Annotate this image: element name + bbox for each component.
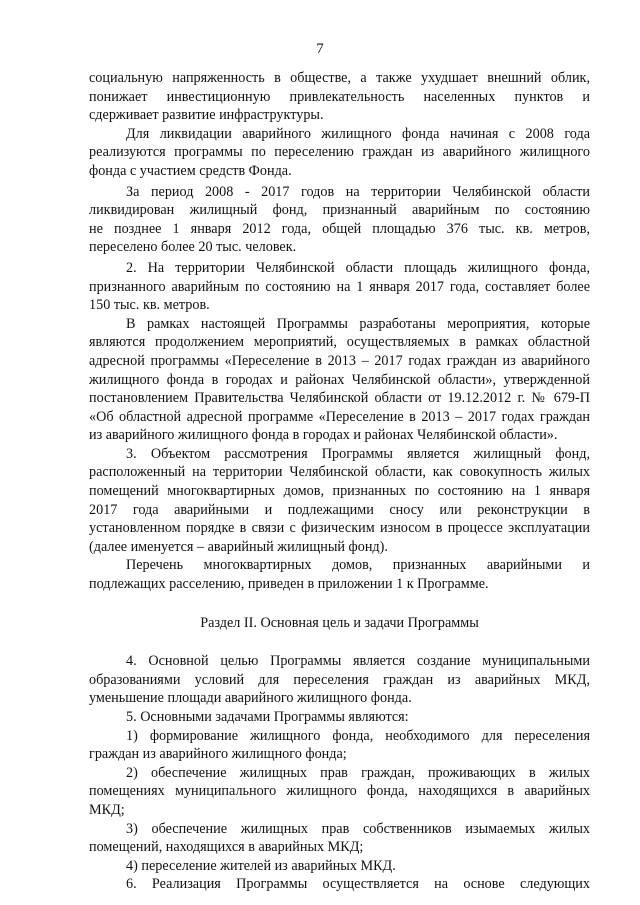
text-line: 2017 года аварийными и подлежащими сносу или реконструкции в xyxy=(89,501,590,518)
text-line: Для ликвидации аварийного жилищного фонда начиная с 2008 года xyxy=(126,125,590,142)
list-item: 2) обеспечение жилищных прав граждан, проживающих в жилых xyxy=(126,764,590,781)
document-body xyxy=(89,69,590,894)
list-item: 1) формирование жилищного фонда, необходимого для переселения xyxy=(126,727,590,744)
text-line: фонда с участием средств Фонда. xyxy=(89,162,292,179)
text-line: установленном порядке в связи с физическим износом в процессе эксплуатации xyxy=(89,520,590,537)
text-line: граждан из аварийного жилищного фонда; xyxy=(89,746,347,763)
text-line: В рамках настоящей Программы разработаны мероприятия, которые xyxy=(126,315,590,332)
text-line: помещений многоквартирных домов, признанных по состоянию на 1 января xyxy=(89,483,590,500)
text-line: 150 тыс. кв. метров. xyxy=(89,297,210,314)
text-line: ликвидирован жилищный фонд, признанный аварийным по состоянию xyxy=(89,202,590,219)
text-line: 2. На территории Челябинской области площадь жилищного фонда, xyxy=(126,259,590,276)
text-line: понижает инвестиционную привлекательность населенных пунктов и xyxy=(89,88,590,105)
text-line: не позднее 1 января 2012 года, общей площадью 376 тыс. кв. метров, xyxy=(89,220,590,237)
text-line: уменьшение площади аварийного жилищного фонда. xyxy=(89,690,412,707)
section-heading: Раздел II. Основная цель и задачи Программы xyxy=(200,614,479,631)
text-line: помещениях муниципального жилищного фонда, находящихся в аварийных xyxy=(89,783,590,800)
list-item: 4) переселение жителей из аварийных МКД. xyxy=(126,857,396,874)
text-line: сдерживает развитие инфраструктуры. xyxy=(89,107,324,124)
text-line: образованиями условий для переселения граждан из аварийных МКД, xyxy=(89,671,590,688)
text-line: помещений, находящихся в аварийных МКД; xyxy=(89,839,364,856)
text-line: реализуются программы по переселению граждан из аварийного жилищного xyxy=(89,144,590,161)
text-line: адресной программы «Переселение в 2013 – 2017 годах граждан из аварийного xyxy=(89,352,590,369)
text-line: являются продолжением мероприятий, осуществляемых в рамках областной xyxy=(89,334,590,351)
text-line: жилищного фонда в городах и районах Челябинской области», утвержденной xyxy=(89,371,590,388)
list-item: 3) обеспечение жилищных прав собственников изымаемых жилых xyxy=(126,820,590,837)
text-line: 5. Основными задачами Программы являются: xyxy=(126,709,409,725)
text-line: За период 2008 - 2017 годов на территории Челябинской области xyxy=(126,183,590,200)
text-line: признанного аварийным по состоянию на 1 января 2017 года, составляет более xyxy=(89,278,590,295)
text-line: (далее именуется – аварийный жилищный фонд). xyxy=(89,538,388,555)
text-line: «Об областной адресной программе «Переселение в 2013 – 2017 годах граждан xyxy=(89,408,590,425)
text-line: 4. Основной целью Программы является создание муниципальными xyxy=(126,653,590,670)
text-line: подлежащих расселению, приведен в приложении 1 к Программе. xyxy=(89,576,489,593)
text-line: Перечень многоквартирных домов, признанных аварийными и xyxy=(126,557,590,574)
text-line: постановлением Правительства Челябинской области от 19.12.2012 г. № 679-П xyxy=(89,390,590,407)
text-line: МКД; xyxy=(89,801,125,818)
text-line: переселено более 20 тыс. человек. xyxy=(89,239,297,256)
text-line: из аварийного жилищного фонда в городах и районах Челябинской области». xyxy=(89,427,558,444)
text-line: социальную напряженность в обществе, а также ухудшает внешний облик, xyxy=(89,70,590,86)
text-line: 3. Объектом рассмотрения Программы является жилищный фонд, xyxy=(126,445,590,462)
text-line: 6. Реализация Программы осуществляется на основе следующих xyxy=(126,876,590,893)
text-line: расположенный на территории Челябинской области, как совокупность жилых xyxy=(89,464,590,481)
page-number: 7 xyxy=(316,41,324,57)
